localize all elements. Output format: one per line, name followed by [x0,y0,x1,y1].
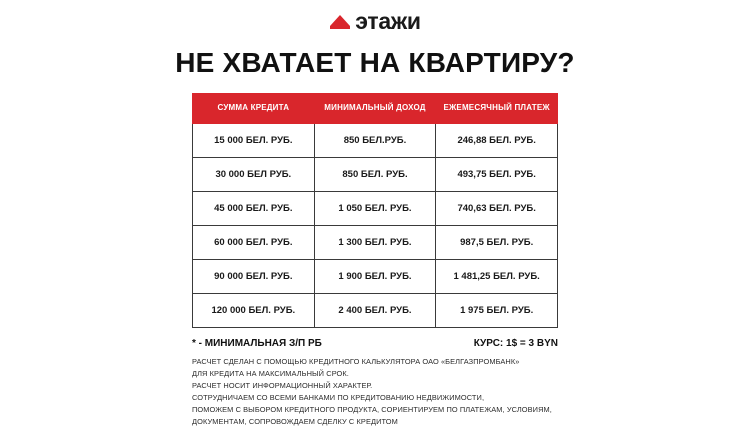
cell-monthly-payment: 987,5 БЕЛ. РУБ. [436,225,558,259]
cell-credit-sum: 15 000 БЕЛ. РУБ. [193,123,315,157]
exchange-rate-note: КУРС: 1$ = 3 BYN [473,337,558,349]
table-row [193,293,558,327]
brand-name: этажи [355,8,421,34]
brand-logo [0,0,750,33]
cell-min-income: 1 300 БЕЛ. РУБ. [314,225,436,259]
note-row [192,338,558,349]
table-header-row [193,94,558,124]
min-salary-note: * - МИНИМАЛЬНАЯ З/П РБ [192,337,322,349]
disclaimer-line: ДОКУМЕНТАМ, СОПРОВОЖДАЕМ СДЕЛКУ С КРЕДИТОМ [192,416,398,426]
table-row [193,191,558,225]
cell-monthly-payment: 1 481,25 БЕЛ. РУБ. [436,259,558,293]
table-row [193,225,558,259]
rates-table [192,93,558,328]
table-row [193,123,558,157]
disclaimer-line: РАСЧЕТ НОСИТ ИНФОРМАЦИОННЫЙ ХАРАКТЕР. [192,380,373,390]
cell-credit-sum: 90 000 БЕЛ. РУБ. [193,259,315,293]
table-row [193,259,558,293]
cell-monthly-payment: 493,75 БЕЛ. РУБ. [436,157,558,191]
roof-icon [329,13,351,31]
disclaimer-line: ПОМОЖЕМ С ВЫБОРОМ КРЕДИТНОГО ПРОДУКТА, СОРИЕНТИРУЕМ ПО ПЛАТЕЖАМ, УСЛОВИЯМ, [192,404,552,414]
cell-min-income: 850 БЕЛ.РУБ. [314,123,436,157]
column-header-monthly-payment: ЕЖЕМЕСЯЧНЫЙ ПЛАТЕЖ [436,94,558,124]
cell-min-income: 1 050 БЕЛ. РУБ. [314,191,436,225]
cell-monthly-payment: 1 975 БЕЛ. РУБ. [436,293,558,327]
table-row [193,157,558,191]
cell-credit-sum: 45 000 БЕЛ. РУБ. [193,191,315,225]
footer-notes [192,338,558,428]
cell-min-income: 2 400 БЕЛ. РУБ. [314,293,436,327]
cell-min-income: 1 900 БЕЛ. РУБ. [314,259,436,293]
cell-credit-sum: 120 000 БЕЛ. РУБ. [193,293,315,327]
column-header-min-income: МИНИМАЛЬНЫЙ ДОХОД [314,94,436,124]
cell-monthly-payment: 740,63 БЕЛ. РУБ. [436,191,558,225]
rates-table-container [192,93,558,328]
cell-min-income: 850 БЕЛ. РУБ. [314,157,436,191]
page-title: НЕ ХВАТАЕТ НА КВАРТИРУ? [175,47,575,78]
disclaimer-text [192,356,558,428]
disclaimer-line: ДЛЯ КРЕДИТА НА МАКСИМАЛЬНЫЙ СРОК. [192,368,349,378]
cell-credit-sum: 30 000 БЕЛ РУБ. [193,157,315,191]
cell-credit-sum: 60 000 БЕЛ. РУБ. [193,225,315,259]
cell-monthly-payment: 246,88 БЕЛ. РУБ. [436,123,558,157]
column-header-credit-sum: СУММА КРЕДИТА [193,94,315,124]
disclaimer-line: РАСЧЕТ СДЕЛАН С ПОМОЩЬЮ КРЕДИТНОГО КАЛЬКУЛЯТОРА ОАО «БЕЛГАЗПРОМБАНК» [192,356,520,366]
disclaimer-line: СОТРУДНИЧАЕМ СО ВСЕМИ БАНКАМИ ПО КРЕДИТОВАНИЮ НЕДВИЖИМОСТИ, [192,392,485,402]
